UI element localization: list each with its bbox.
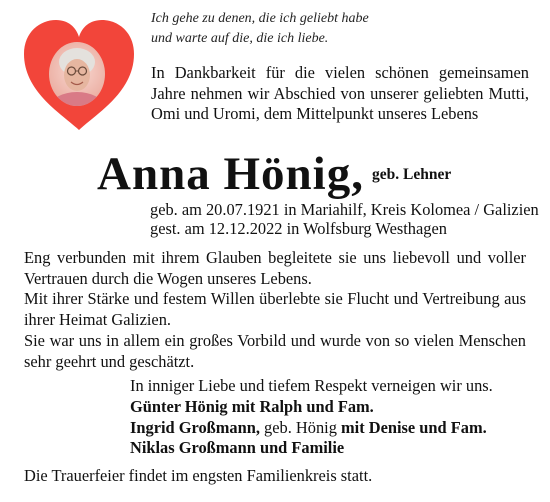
- maiden-name: geb. Lehner: [371, 166, 452, 183]
- deceased-name-block: [97, 148, 451, 200]
- tribute-text: [24, 248, 526, 372]
- mourner-line: Günter Hönig mit Ralph und Fam.: [130, 396, 374, 416]
- mourner-maiden: geb. Hönig: [259, 417, 341, 437]
- motto-line: und warte auf die, die ich liebe.: [151, 31, 329, 46]
- signature-intro: In inniger Liebe und tiefem Respekt verneigen wir uns.: [130, 376, 493, 395]
- mourner-family: mit Denise und Fam.: [341, 417, 487, 437]
- tribute-paragraph: Eng verbunden mit ihrem Glauben begleitete sie uns liebevoll und voller Vertrauen durch die Wogen unseres Lebens.: [24, 248, 526, 288]
- birth-date-line: geb. am 20.07.1921 in Mariahilf, Kreis Kolomea / Galizien: [150, 200, 539, 219]
- tribute-paragraph: Sie war uns in allem ein großes Vorbild und wurde von so vielen Menschen sehr geehrt und geschätzt.: [24, 330, 526, 371]
- motto-verse: [151, 9, 481, 49]
- heart-photo-frame: [22, 18, 136, 134]
- mourner-line: [130, 418, 530, 439]
- life-dates: [150, 200, 540, 238]
- mourner-line: Niklas Großmann und Familie: [130, 438, 345, 458]
- deceased-name: Anna Hönig,: [97, 148, 364, 200]
- death-date-line: gest. am 12.12.2022 in Wolfsburg Westhagen: [150, 219, 447, 238]
- tribute-paragraph: Mit ihrer Stärke und festem Willen überlebte sie Flucht und Vertreibung aus ihrer Heimat Galizien.: [24, 289, 526, 330]
- funeral-note: Die Trauerfeier findet im engsten Familienkreis statt.: [24, 466, 373, 485]
- intro-text: In Dankbarkeit für die vielen schönen gemeinsamen Jahre nehmen wir Abschied von unserer geliebten Mutti, Omi und Uromi, dem Mittelpunkt unseres Lebens: [151, 63, 529, 124]
- mourner-name: Ingrid Großmann,: [130, 417, 260, 437]
- motto-line: Ich gehe zu denen, die ich geliebt habe: [151, 11, 369, 26]
- mourners-signature: [130, 376, 530, 459]
